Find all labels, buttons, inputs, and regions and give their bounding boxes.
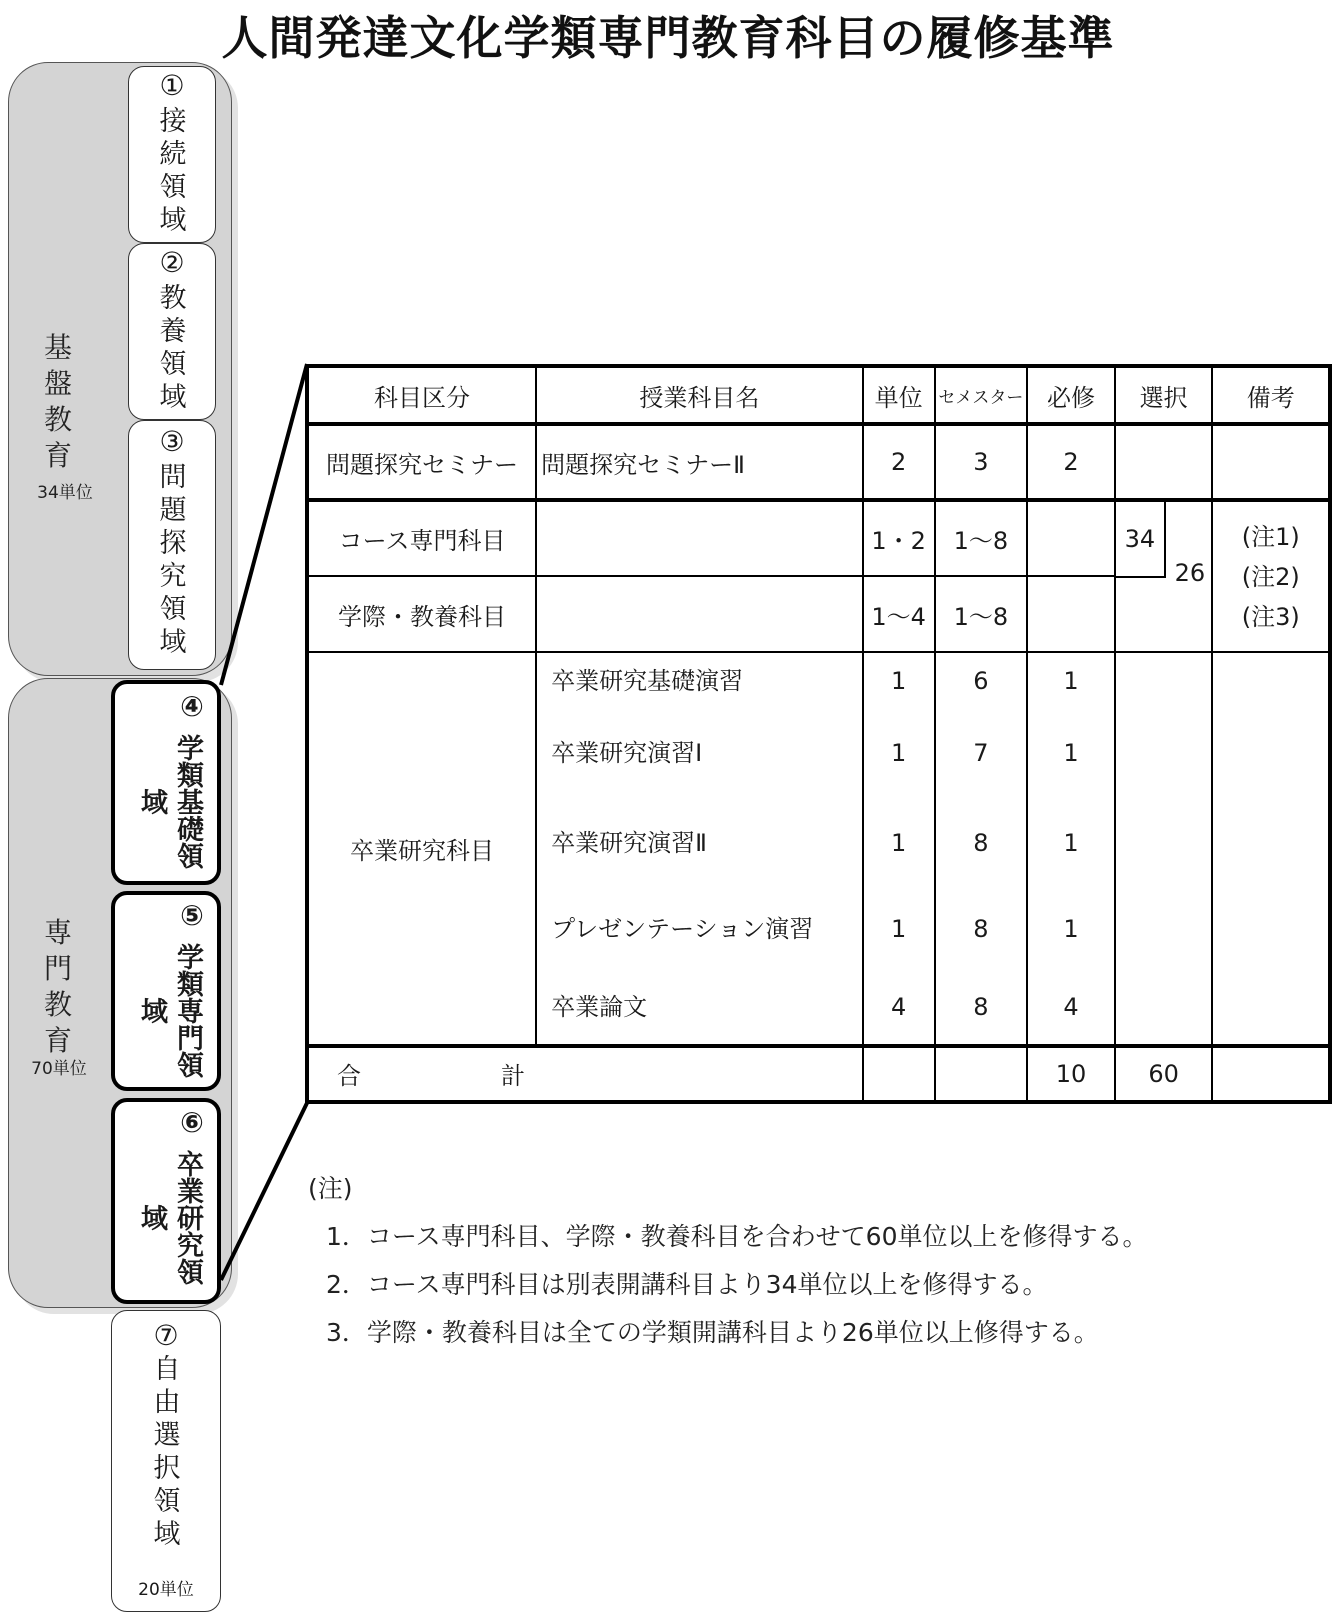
grad-subject-5: 卒業論文 bbox=[551, 993, 648, 1022]
grad-remarks bbox=[1212, 652, 1330, 1046]
area-1-label: 接続領域 bbox=[159, 106, 187, 236]
kiban-group-label: 基盤教育 bbox=[43, 331, 72, 472]
grad-semester-5: 8 bbox=[973, 993, 989, 1022]
row2-elective: 34 bbox=[1116, 502, 1166, 578]
area-6-label: 卒業研究領域 bbox=[136, 1149, 203, 1285]
header-remarks: 備考 bbox=[1212, 366, 1330, 424]
elective-split-cell bbox=[1115, 500, 1213, 652]
area-7-label: 自由選択領域 bbox=[153, 1354, 181, 1550]
table-row-course bbox=[307, 500, 1330, 576]
area-2-number-icon: ② bbox=[159, 246, 185, 279]
area-3-number-icon: ③ bbox=[159, 425, 185, 458]
grad-subject-1: 卒業研究基礎演習 bbox=[551, 667, 744, 696]
grad-required bbox=[1027, 652, 1115, 1046]
grad-credits-3: 1 bbox=[890, 829, 907, 858]
area-6-number-icon: ⑥ bbox=[180, 1106, 204, 1139]
grad-credits-1: 1 bbox=[890, 667, 907, 696]
grad-required-2: 1 bbox=[1063, 739, 1079, 768]
note-item-2: 2．コース専門科目は別表開講科目より34単位以上を修得する。 bbox=[326, 1270, 1048, 1299]
area-5-label: 学類専門領域 bbox=[136, 942, 203, 1078]
grad-semester-3: 8 bbox=[973, 829, 989, 858]
row1-semester: 3 bbox=[935, 424, 1028, 500]
row1-credits: 2 bbox=[863, 424, 935, 500]
area-4-label: 学類基礎領域 bbox=[136, 733, 203, 869]
row1-category: 問題探究セミナー bbox=[307, 424, 536, 500]
row3-elective: 26 bbox=[1174, 559, 1206, 588]
header-credits: 単位 bbox=[863, 366, 935, 424]
grad-semester-1: 6 bbox=[973, 667, 989, 696]
area-5-number-icon: ⑤ bbox=[180, 899, 204, 932]
grad-subject-3: 卒業研究演習Ⅱ bbox=[551, 829, 707, 858]
total-semester bbox=[935, 1046, 1028, 1102]
grad-credits bbox=[863, 652, 935, 1046]
total-remarks bbox=[1212, 1046, 1330, 1102]
row3-semester: 1〜8 bbox=[935, 576, 1028, 652]
total-label-1: 合 bbox=[337, 1062, 361, 1091]
remark-1: (注1) bbox=[1241, 522, 1300, 551]
grad-category: 卒業研究科目 bbox=[307, 652, 536, 1046]
senmon-group-label: 専門教育 bbox=[43, 916, 72, 1057]
header-subject: 授業科目名 bbox=[536, 366, 863, 424]
grad-semester-4: 8 bbox=[973, 915, 989, 944]
grad-credits-5: 4 bbox=[890, 993, 907, 1022]
row2-semester: 1〜8 bbox=[935, 500, 1028, 576]
header-required: 必修 bbox=[1027, 366, 1115, 424]
notes-heading: (注) bbox=[308, 1174, 353, 1203]
total-label-2: 計 bbox=[501, 1062, 525, 1091]
header-semester: セメスター bbox=[935, 366, 1028, 424]
note-item-3: 3．学際・教養科目は全ての学類開講科目より26単位以上修得する。 bbox=[326, 1318, 1099, 1347]
area-7-units: 20単位 bbox=[138, 1580, 194, 1600]
notes-section bbox=[308, 1165, 1147, 1357]
remark-3: (注3) bbox=[1241, 602, 1300, 631]
row2-category: コース専門科目 bbox=[307, 500, 536, 576]
row1-elective bbox=[1115, 424, 1213, 500]
page-title: 人間発達文化学類専門教育科目の履修基準 bbox=[221, 11, 1115, 65]
row1-subject: 問題探究セミナーⅡ bbox=[536, 424, 863, 500]
grad-elective bbox=[1115, 652, 1213, 1046]
area-7-number-icon: ⑦ bbox=[153, 1319, 179, 1352]
grad-subject-4: プレゼンテーション演習 bbox=[551, 915, 814, 944]
grad-required-3: 1 bbox=[1063, 829, 1079, 858]
table-row-total bbox=[307, 1046, 1330, 1102]
curriculum-table bbox=[305, 364, 1332, 1104]
grad-subjects bbox=[536, 652, 863, 1046]
row3-category: 学際・教養科目 bbox=[307, 576, 536, 652]
kiban-group-units: 34単位 bbox=[37, 483, 93, 503]
total-credits bbox=[863, 1046, 935, 1102]
header-category: 科目区分 bbox=[307, 366, 536, 424]
table-row-graduation bbox=[307, 652, 1330, 1046]
row2-credits: 1・2 bbox=[863, 500, 935, 576]
connector-top-line bbox=[221, 364, 307, 685]
grad-required-1: 1 bbox=[1063, 667, 1079, 696]
row1-remarks bbox=[1212, 424, 1330, 500]
row3-credits: 1〜4 bbox=[863, 576, 935, 652]
remark-2: (注2) bbox=[1241, 562, 1300, 591]
total-elective: 60 bbox=[1115, 1046, 1213, 1102]
senmon-group-units: 70単位 bbox=[31, 1059, 87, 1079]
grad-required-4: 1 bbox=[1063, 915, 1079, 944]
row2-required bbox=[1027, 500, 1115, 576]
area-3-label: 問題探究領域 bbox=[159, 462, 187, 658]
remarks-cell bbox=[1212, 500, 1330, 652]
header-elective: 選択 bbox=[1115, 366, 1213, 424]
grad-subject-2: 卒業研究演習Ⅰ bbox=[551, 739, 703, 768]
row1-required: 2 bbox=[1027, 424, 1115, 500]
total-required: 10 bbox=[1027, 1046, 1115, 1102]
table-row-seminar bbox=[307, 424, 1330, 500]
connector-bottom-line bbox=[221, 1103, 307, 1280]
row2-subject bbox=[536, 500, 863, 576]
grad-credits-4: 1 bbox=[890, 915, 907, 944]
area-2-label: 教養領域 bbox=[159, 283, 187, 413]
total-label bbox=[307, 1046, 863, 1102]
area-4-number-icon: ④ bbox=[180, 690, 204, 723]
note-item-1: 1．コース専門科目、学際・教養科目を合わせて60単位以上を修得する。 bbox=[326, 1222, 1148, 1251]
grad-credits-2: 1 bbox=[890, 739, 907, 768]
table-header-row bbox=[307, 366, 1330, 424]
grad-semester bbox=[935, 652, 1028, 1046]
row3-required bbox=[1027, 576, 1115, 652]
area-1-number-icon: ① bbox=[159, 69, 185, 102]
row3-subject bbox=[536, 576, 863, 652]
grad-semester-2: 7 bbox=[973, 739, 989, 768]
grad-required-5: 4 bbox=[1063, 993, 1079, 1022]
